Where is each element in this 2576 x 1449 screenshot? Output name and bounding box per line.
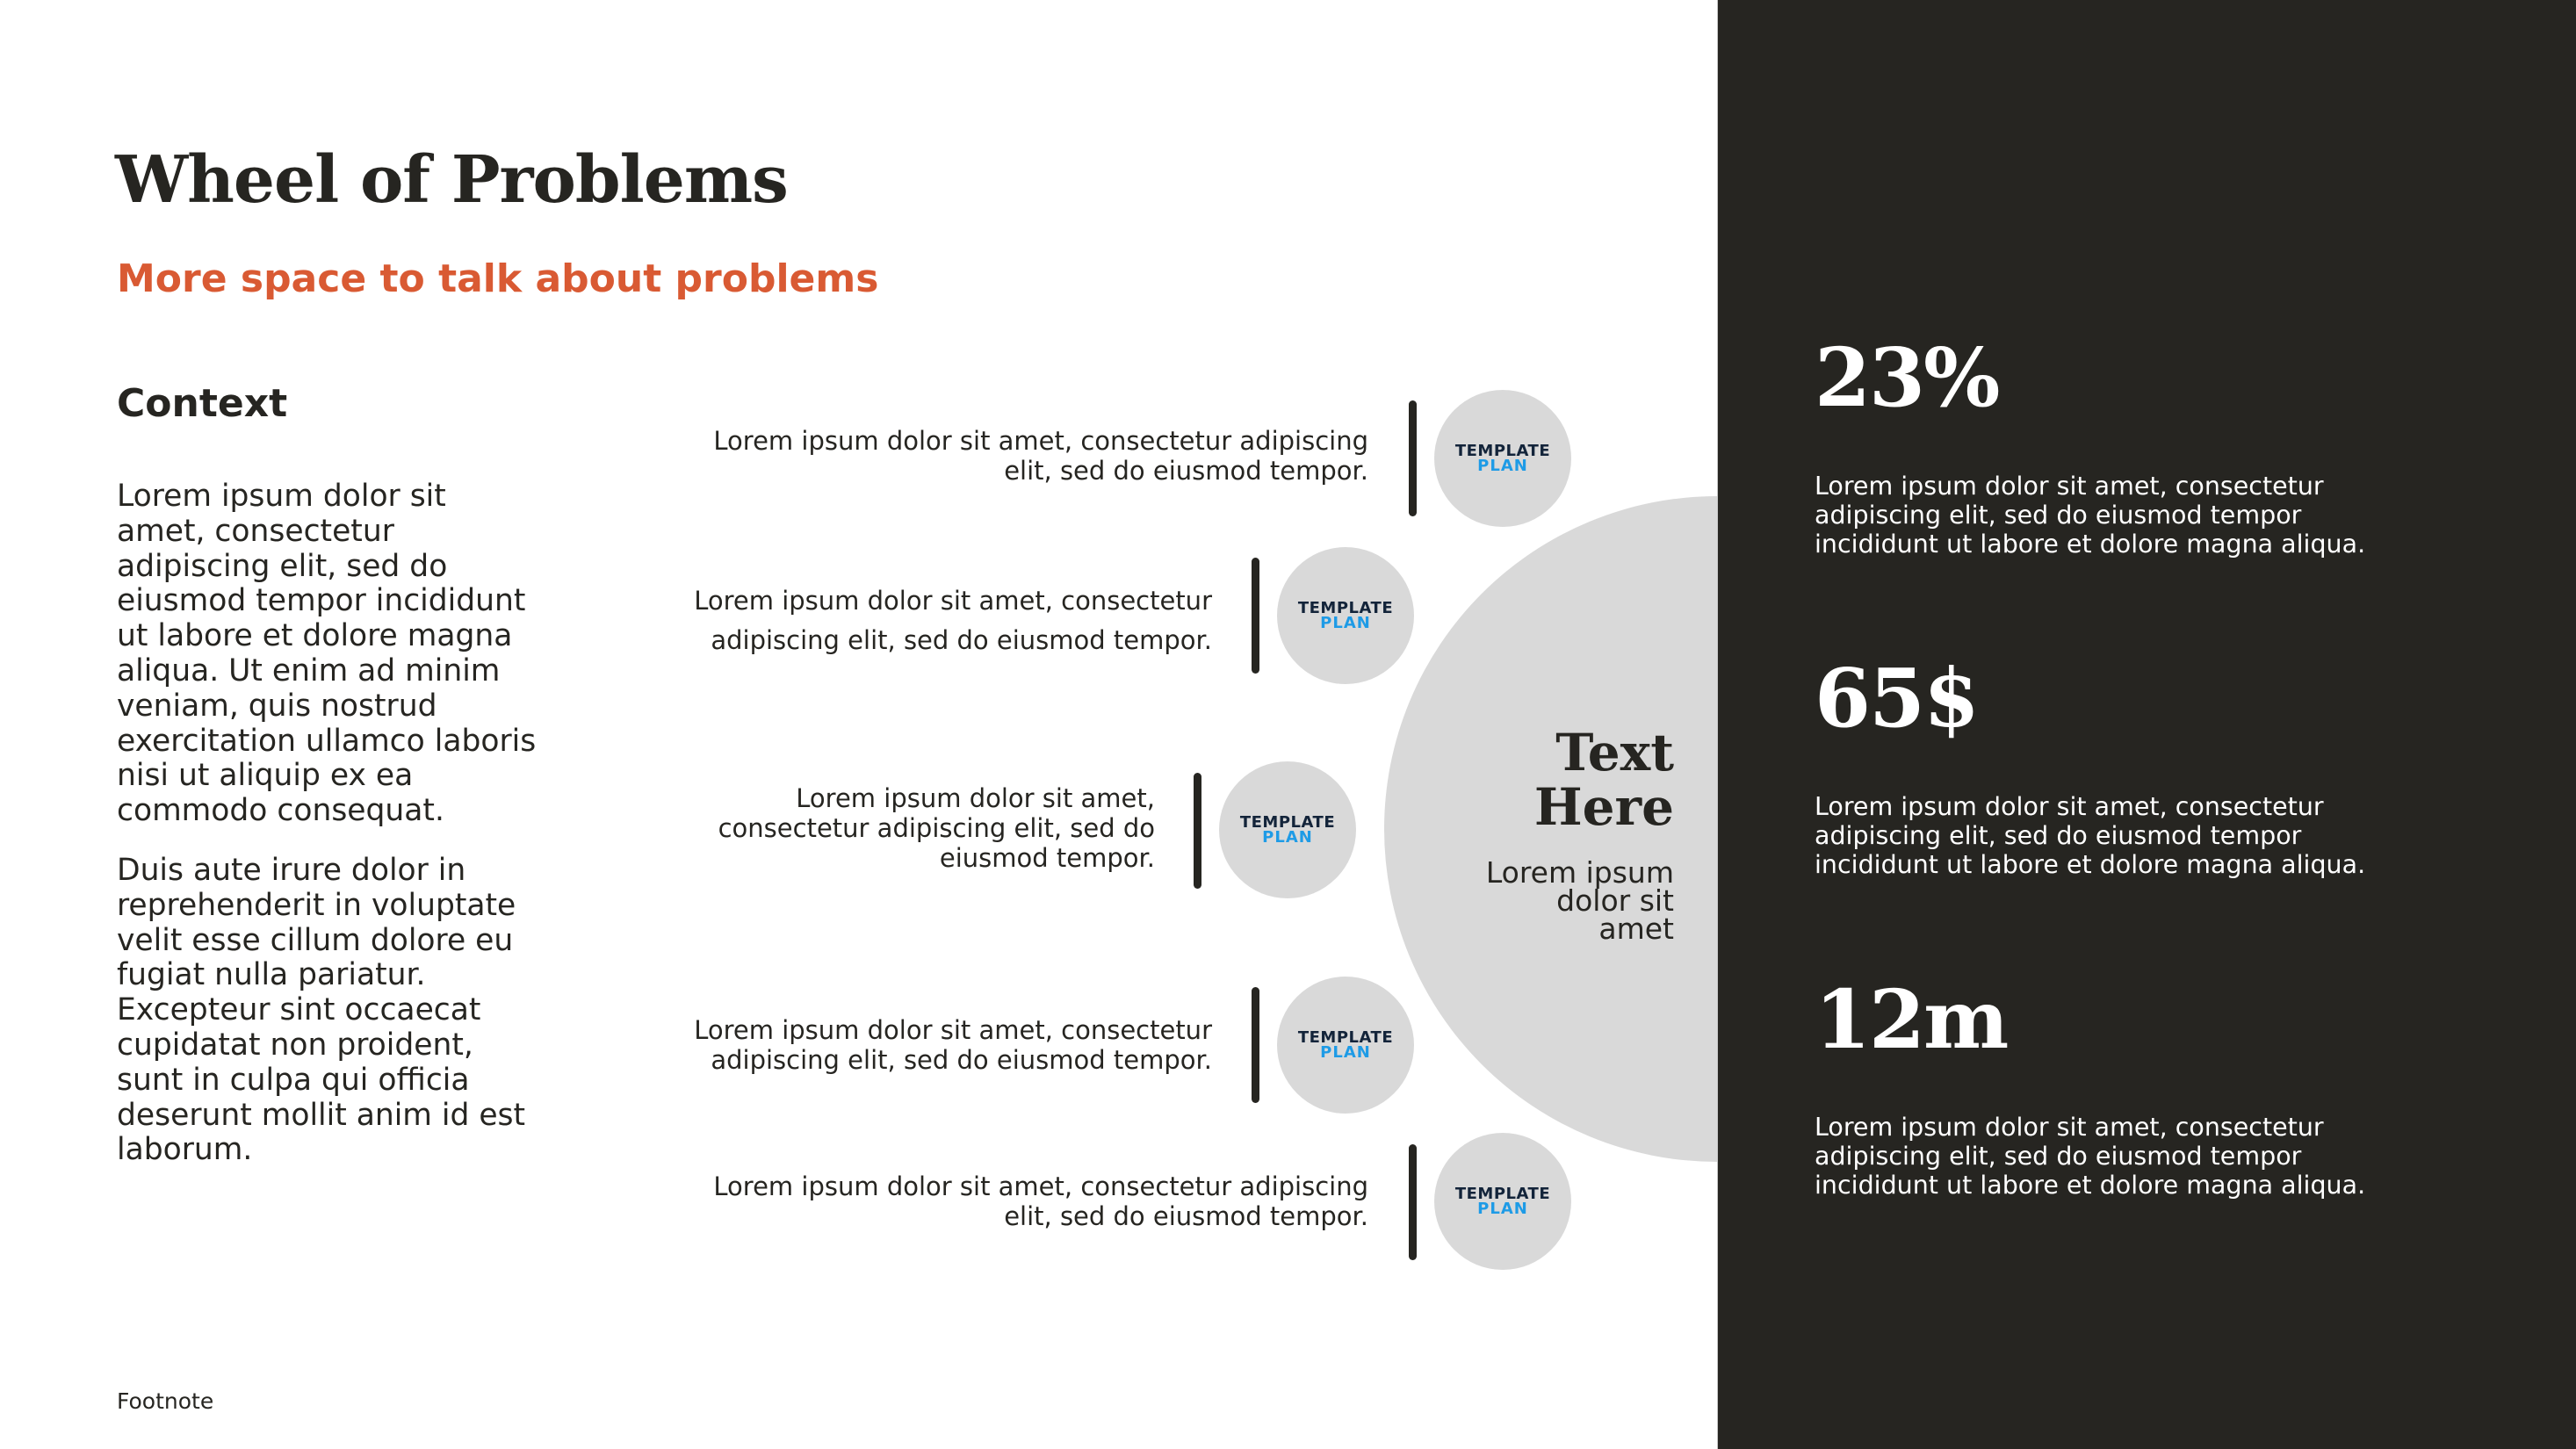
wheel-center-subtitle (1446, 855, 1674, 946)
template-plan-logo-bottom: PLAN (1320, 1043, 1371, 1062)
template-plan-logo-bottom: PLAN (1262, 828, 1313, 847)
wheel-item-line: eiusmod tempor. (939, 843, 1155, 873)
wheel-node (1277, 977, 1414, 1114)
divider-bar (1252, 558, 1259, 674)
template-plan-logo-top: TEMPLATE (1297, 1028, 1394, 1047)
stat-value: 65$ (1815, 651, 1979, 746)
stat-description-line: adipiscing elit, sed do eiusmod tempor (1815, 821, 2302, 850)
wheel-item-line: consectetur adipiscing elit, sed do (718, 813, 1155, 843)
wheel-item-line: Lorem ipsum dolor sit amet, (796, 783, 1155, 813)
divider-bar (1409, 1144, 1417, 1260)
divider-bar (1252, 987, 1259, 1103)
wheel-node (1434, 1133, 1571, 1270)
wheel-center-title-line: Here (1533, 777, 1674, 837)
template-plan-logo-top: TEMPLATE (1454, 1185, 1551, 1203)
wheel-item-text (713, 1171, 1368, 1231)
wheel-center-title (1446, 723, 1674, 837)
wheel-item-line: Lorem ipsum dolor sit amet, consectetur (694, 586, 1212, 616)
wheel-item-text (713, 426, 1368, 486)
wheel-item-text (694, 581, 1212, 660)
stat-description-line: adipiscing elit, sed do eiusmod tempor (1815, 1142, 2302, 1171)
template-plan-logo-top: TEMPLATE (1297, 599, 1394, 617)
wheel-center-subtitle-line: dolor sit (1556, 883, 1674, 918)
stat-description-line: Lorem ipsum dolor sit amet, consectetur (1815, 1113, 2324, 1142)
wheel-node (1434, 390, 1571, 527)
template-plan-logo-bottom: PLAN (1477, 1200, 1528, 1218)
template-plan-logo-bottom: PLAN (1320, 614, 1371, 632)
divider-bar (1409, 400, 1417, 516)
stat-description-line: Lorem ipsum dolor sit amet, consectetur (1815, 472, 2324, 501)
stat-value: 23% (1815, 330, 1999, 425)
context-body (117, 479, 538, 1193)
wheel-item-line: Lorem ipsum dolor sit amet, consectetur adipiscing (713, 1171, 1368, 1201)
wheel-center-text (1446, 723, 1674, 946)
wheel-center-subtitle-line: amet (1598, 912, 1674, 946)
context-paragraph: Lorem ipsum dolor sit amet, consectetur adipiscing elit, sed do eiusmod tempor incididunt ut labore et dolore magna aliqua. Ut enim ad minim veniam, quis nostrud exercitation ullamco laboris nisi ut aliquip ex ea commodo consequat. (117, 479, 537, 829)
wheel-item-text (694, 1015, 1212, 1075)
context-heading: Context (117, 381, 288, 426)
stat-description (1815, 792, 2500, 879)
wheel-node (1219, 761, 1356, 898)
template-plan-logo-top: TEMPLATE (1239, 813, 1336, 832)
wheel-item-line: elit, sed do eiusmod tempor. (1004, 1201, 1368, 1231)
stat-description-line: incididunt ut labore et dolore magna aliqua. (1815, 850, 2366, 879)
stat-description-line: adipiscing elit, sed do eiusmod tempor (1815, 501, 2302, 530)
wheel-item-line: adipiscing elit, sed do eiusmod tempor. (711, 1045, 1212, 1075)
stat-value: 12m (1815, 972, 2008, 1067)
footnote: Footnote (117, 1388, 214, 1414)
wheel-item-line: Lorem ipsum dolor sit amet, consectetur (694, 1015, 1212, 1045)
divider-bar (1194, 773, 1201, 889)
wheel-center-title-line: Text (1555, 723, 1674, 782)
wheel-item-line: Lorem ipsum dolor sit amet, consectetur adipiscing (713, 426, 1368, 456)
wheel-item-line: adipiscing elit, sed do eiusmod tempor. (711, 625, 1212, 655)
stat-description-line: Lorem ipsum dolor sit amet, consectetur (1815, 792, 2324, 821)
slide-title: Wheel of Problems (115, 142, 788, 218)
context-paragraph: Duis aute irure dolor in reprehenderit in voluptate velit esse cillum dolore eu fugiat nulla pariatur. Excepteur sint occaecat cupidatat non proident, sunt in culpa qui officia deserunt mollit anim id est laborum. (117, 852, 526, 1168)
wheel-center-subtitle-line: Lorem ipsum (1485, 855, 1674, 890)
stat-description (1815, 1113, 2500, 1200)
wheel-node (1277, 547, 1414, 684)
stat-description-line: incididunt ut labore et dolore magna aliqua. (1815, 530, 2366, 559)
template-plan-logo-bottom: PLAN (1477, 457, 1528, 475)
template-plan-logo-top: TEMPLATE (1454, 442, 1551, 460)
stat-description (1815, 472, 2500, 559)
stat-description-line: incididunt ut labore et dolore magna aliqua. (1815, 1171, 2366, 1200)
slide-subtitle: More space to talk about problems (117, 256, 879, 301)
wheel-item-text (718, 783, 1155, 873)
wheel-item-line: elit, sed do eiusmod tempor. (1004, 456, 1368, 486)
